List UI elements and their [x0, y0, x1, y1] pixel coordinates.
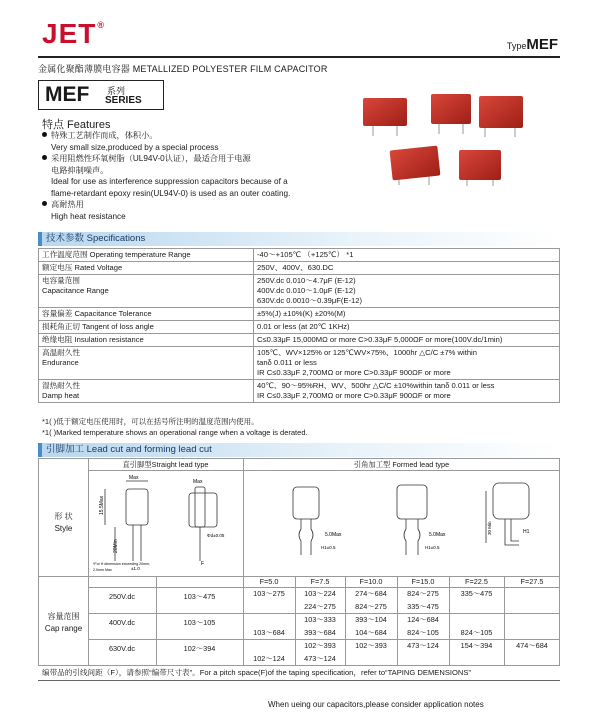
svg-text:Φd±0.05: Φd±0.05	[207, 533, 225, 538]
spec-label: 高温耐久性 Endurance	[39, 347, 254, 380]
spec-value: 250V、400V、630.DC	[254, 262, 560, 275]
pitch-header: F=15.0	[411, 577, 435, 586]
cap-range-label: 容量范围 Cap range	[44, 612, 83, 633]
svg-text:*For H dimension exceeding 20m: *For H dimension exceeding 20mm,	[93, 562, 151, 566]
svg-text:H1±0.5: H1±0.5	[425, 545, 440, 550]
straight-range: 102～394	[183, 644, 216, 653]
type-label: TypeMEF	[506, 36, 558, 53]
svg-text:Max: Max	[193, 479, 203, 485]
cap-range-cell: 335～475	[407, 602, 439, 611]
spec-row	[39, 262, 560, 275]
formed-lead-diagram	[249, 473, 555, 573]
bullet-icon	[42, 201, 47, 206]
spec-label: 容量偏差 Capacitance Tolerance	[39, 308, 254, 321]
taping-footer: 编带品的引线间距（F），请参照“编带尺寸表”。For a pitch space(F)of the taping specification，refer to“TAPING DEMENSIONS”	[42, 668, 471, 677]
capacitor-shape	[459, 150, 501, 180]
straight-range: 103～105	[183, 618, 216, 627]
header-divider	[38, 56, 560, 58]
spec-label: 损耗角正切 Tangent of loss angle	[39, 321, 254, 334]
features-title: 特点 Features	[42, 119, 111, 131]
lead-header: 引脚加工 Lead cut and forming lead cut	[38, 443, 560, 457]
svg-text:H1: H1	[523, 529, 530, 535]
voltage-label: 630V.dc	[108, 644, 136, 653]
spec-label: 绝缘电阻 Insulation resistance	[39, 334, 254, 347]
svg-text:±1.0: ±1.0	[131, 566, 140, 571]
formed-lead-title: 引角加工型 Formed lead type	[353, 460, 450, 469]
spec-value: -40～+105℃ （+125℃） *1	[254, 249, 560, 262]
capacitor-photo	[355, 88, 551, 186]
svg-text:H1±0.5: H1±0.5	[321, 545, 336, 550]
spec-value: 250V.dc 0.010～4.7μF (E-12) 400V.dc 0.010～1.0μF (E-12) 630V.dc 0.0010～0.39μF(E-12)	[254, 275, 560, 308]
spec-value: 40℃、90～95%RH、WV、500hr △C/C ±10%within tanδ 0.011 or less IR C≤0.33μF 2,700MΩ or more C>0.33μF 900ΩF or more	[254, 380, 560, 403]
document-title: 金属化聚酯薄膜电容器 METALLIZED POLYESTER FILM CAPACITOR	[38, 64, 328, 74]
cap-range-cell: 103～224	[304, 589, 336, 598]
capacitor-shape	[479, 96, 523, 128]
spec-row	[39, 321, 560, 334]
feature-list: 特殊工艺制作而成，体积小。 Very small size,produced by a special process 采用阻燃性环氧树脂（UL94V-0认证），最适合用于电源 电路抑制噪声。 Ideal for use as interference suppression capacitors because of a flame-retardant epoxy resin(UL94V-0) is used as an outer coating. 高耐热用 High heat resistance	[42, 130, 290, 222]
footer-divider	[38, 680, 560, 681]
lead-table	[38, 458, 560, 666]
cap-range-cell: 824～275	[355, 602, 387, 611]
cap-range-cell: 102～124	[253, 654, 285, 663]
cap-range-cell: 104～684	[355, 628, 387, 637]
cap-range-cell: 473～124	[407, 641, 439, 650]
bullet-icon	[42, 132, 47, 137]
cap-range-cell: 124～684	[407, 615, 439, 624]
series-name: MEF	[45, 83, 90, 106]
spec-notes: *1( )低于额定电压使用时，可以在括号所注明的温度范围内使用。 *1( )Marked temperature shows an operational range when a voltage is derated.	[42, 417, 308, 437]
cap-range-cell: 393～104	[355, 615, 387, 624]
svg-text:5.0Max: 5.0Max	[325, 532, 342, 538]
capacitor-shape	[390, 146, 441, 181]
cap-range-cell: 824～275	[407, 589, 439, 598]
spec-row	[39, 347, 560, 380]
pitch-header: F=22.5	[465, 577, 488, 586]
spec-row	[39, 275, 560, 308]
spec-row	[39, 308, 560, 321]
cap-range-cell: 102～393	[304, 641, 336, 650]
spec-value: 105℃、WV×125% or 125℃WV×75%、1000hr △C/C ±7% within tanδ 0.011 or less IR C≤0.33μF 2,700MΩ or more C>0.33μF 900ΩF or more	[254, 347, 560, 380]
cap-range-cell: 274～684	[355, 589, 387, 598]
svg-text:Max: Max	[129, 475, 139, 481]
spec-label: 工作温度范围 Operating temperature Range	[39, 249, 254, 262]
straight-lead-diagram	[91, 473, 241, 573]
svg-text:2.0mm Max: 2.0mm Max	[93, 568, 112, 572]
cap-range-cell: 103～275	[253, 589, 285, 598]
straight-lead-title: 直引脚型Straight lead type	[122, 460, 209, 469]
spec-value: ±5%(J) ±10%(K) ±20%(M)	[254, 308, 560, 321]
cap-range-cell: 393～684	[304, 628, 336, 637]
cap-range-cell: 103～333	[304, 615, 336, 624]
bullet-icon	[42, 155, 47, 160]
spec-label: 电容量范围 Capacitance Range	[39, 275, 254, 308]
svg-text:5.0Max: 5.0Max	[429, 532, 446, 538]
pitch-header: F=7.5	[310, 577, 330, 586]
cap-range-cell: 103～684	[253, 628, 285, 637]
capacitor-shape	[363, 98, 407, 126]
straight-range: 103～475	[183, 592, 216, 601]
cap-range-cell: 473～124	[304, 654, 336, 663]
series-box: MEF 系列 SERIES	[38, 80, 164, 110]
svg-text:20Min: 20Min	[113, 539, 119, 553]
spec-row	[39, 249, 560, 262]
spec-label: 湿热耐久性 Damp heat	[39, 380, 254, 403]
spec-row	[39, 380, 560, 403]
cap-range-cell: 335～475	[460, 589, 493, 598]
pitch-header: F=5.0	[259, 577, 279, 586]
spec-value: 0.01 or less (at 20℃ 1KHz)	[254, 321, 560, 334]
brand-logo: JET®	[42, 18, 105, 49]
cap-range-cell: 474～684	[516, 641, 548, 650]
spec-value: C≤0.33μF 15,000MΩ or more C>0.33μF 5,000ΩF or more(100V.dc/1min)	[254, 334, 560, 347]
application-note: When ueing our capacitors,please consider application notes	[268, 700, 484, 709]
capacitor-shape	[431, 94, 471, 124]
cap-range-cell: 102～393	[355, 641, 387, 650]
cap-range-cell: 824～105	[460, 628, 493, 637]
svg-text:15.5Max: 15.5Max	[99, 495, 105, 515]
cap-range-cell: 824～105	[407, 628, 439, 637]
cap-range-cell: 224～275	[304, 602, 336, 611]
pitch-header: F=10.0	[359, 577, 383, 586]
pitch-header: F=27.5	[520, 577, 544, 586]
spec-row	[39, 334, 560, 347]
specifications-header: 技术参数 Specifications	[38, 232, 560, 246]
spec-label: 额定电压 Rated Voltage	[39, 262, 254, 275]
specifications-table	[38, 248, 560, 403]
style-label: 形 状 Style	[54, 512, 73, 533]
cap-range-cell: 154～394	[460, 641, 493, 650]
voltage-label: 400V.dc	[108, 618, 136, 627]
voltage-label: 250V.dc	[108, 592, 136, 601]
svg-text:F: F	[201, 561, 205, 567]
svg-text:30 Min: 30 Min	[487, 521, 492, 535]
